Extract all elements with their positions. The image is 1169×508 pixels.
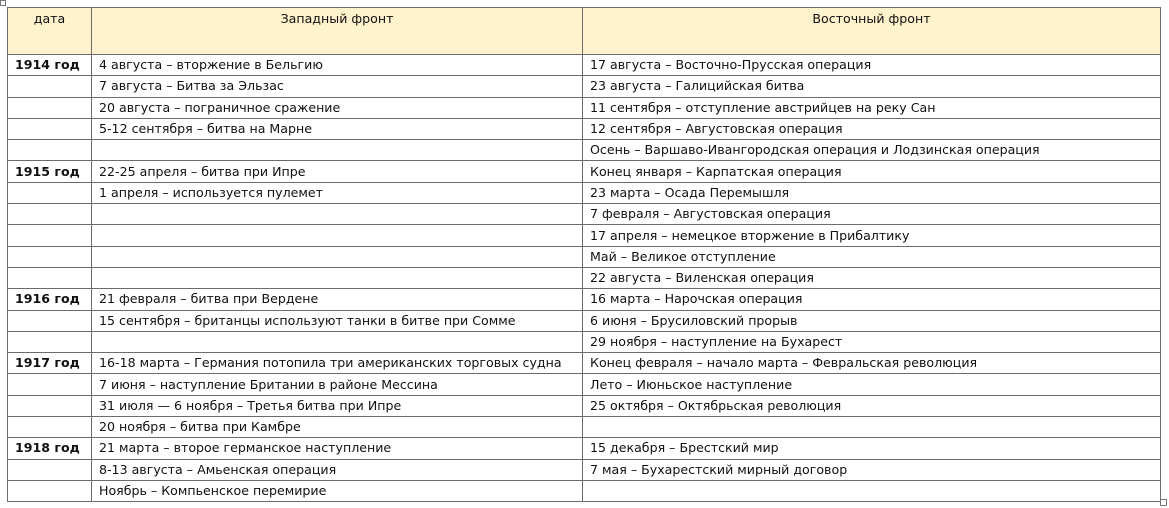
table-resize-handle[interactable] [1160, 499, 1167, 506]
cell-year[interactable] [8, 310, 92, 331]
cell-eastern-front[interactable]: 23 марта – Осада Перемышля [583, 182, 1161, 203]
cell-western-front[interactable]: 5-12 сентября – битва на Марне [92, 118, 583, 139]
cell-year[interactable]: 1915 год [8, 161, 92, 182]
cell-western-front[interactable]: 31 июля — 6 ноября – Третья битва при Ипре [92, 395, 583, 416]
table-row [8, 161, 1161, 182]
cell-eastern-front[interactable]: 11 сентября – отступление австрийцев на реку Сан [583, 97, 1161, 118]
cell-year[interactable] [8, 417, 92, 438]
cell-western-front[interactable]: 21 февраля – битва при Вердене [92, 289, 583, 310]
cell-western-front[interactable]: 4 августа – вторжение в Бельгию [92, 55, 583, 76]
cell-eastern-front[interactable]: Конец февраля – начало марта – Февральская революция [583, 353, 1161, 374]
header-western-front[interactable]: Западный фронт [92, 8, 583, 55]
cell-year[interactable] [8, 225, 92, 246]
cell-year[interactable] [8, 76, 92, 97]
cell-western-front[interactable] [92, 225, 583, 246]
cell-year[interactable] [8, 97, 92, 118]
cell-year[interactable] [8, 480, 92, 501]
cell-eastern-front[interactable]: 6 июня – Брусиловский прорыв [583, 310, 1161, 331]
cell-eastern-front[interactable]: 17 августа – Восточно-Прусская операция [583, 55, 1161, 76]
cell-western-front[interactable]: 16-18 марта – Германия потопила три американских торговых судна [92, 353, 583, 374]
cell-year[interactable] [8, 204, 92, 225]
table-row [8, 140, 1161, 161]
cell-year[interactable]: 1916 год [8, 289, 92, 310]
cell-western-front[interactable] [92, 331, 583, 352]
cell-year[interactable] [8, 374, 92, 395]
cell-eastern-front[interactable] [583, 480, 1161, 501]
header-date[interactable]: дата [8, 8, 92, 55]
table-row [8, 182, 1161, 203]
table-row [8, 480, 1161, 501]
cell-western-front[interactable] [92, 140, 583, 161]
table-row [8, 374, 1161, 395]
cell-eastern-front[interactable]: 15 декабря – Брестский мир [583, 438, 1161, 459]
cell-western-front[interactable] [92, 267, 583, 288]
cell-western-front[interactable]: 21 марта – второе германское наступление [92, 438, 583, 459]
table-row [8, 353, 1161, 374]
cell-eastern-front[interactable]: 17 апреля – немецкое вторжение в Прибалтику [583, 225, 1161, 246]
header-row [8, 8, 1161, 55]
table-row [8, 438, 1161, 459]
table-row [8, 395, 1161, 416]
cell-eastern-front[interactable] [583, 417, 1161, 438]
table-row [8, 225, 1161, 246]
table-row [8, 118, 1161, 139]
cell-eastern-front[interactable]: 23 августа – Галицийская битва [583, 76, 1161, 97]
cell-eastern-front[interactable]: 7 мая – Бухарестский мирный договор [583, 459, 1161, 480]
table-move-handle[interactable] [0, 0, 6, 6]
cell-western-front[interactable]: 1 апреля – используется пулемет [92, 182, 583, 203]
table-row [8, 76, 1161, 97]
cell-eastern-front[interactable]: Конец января – Карпатская операция [583, 161, 1161, 182]
cell-year[interactable]: 1918 год [8, 438, 92, 459]
cell-western-front[interactable]: 7 августа – Битва за Эльзас [92, 76, 583, 97]
cell-year[interactable]: 1917 год [8, 353, 92, 374]
cell-western-front[interactable] [92, 246, 583, 267]
cell-western-front[interactable]: Ноябрь – Компьенское перемирие [92, 480, 583, 501]
table-row [8, 267, 1161, 288]
cell-eastern-front[interactable]: 7 февраля – Августовская операция [583, 204, 1161, 225]
table-row [8, 459, 1161, 480]
table-row [8, 331, 1161, 352]
table-row [8, 97, 1161, 118]
cell-year[interactable]: 1914 год [8, 55, 92, 76]
cell-year[interactable] [8, 459, 92, 480]
cell-western-front[interactable]: 7 июня – наступление Британии в районе Мессина [92, 374, 583, 395]
cell-eastern-front[interactable]: 12 сентября – Августовская операция [583, 118, 1161, 139]
cell-eastern-front[interactable]: 25 октября – Октябрьская революция [583, 395, 1161, 416]
cell-eastern-front[interactable]: 16 марта – Нарочская операция [583, 289, 1161, 310]
cell-year[interactable] [8, 246, 92, 267]
cell-year[interactable] [8, 118, 92, 139]
cell-eastern-front[interactable]: Осень – Варшаво-Ивангородская операция и Лодзинская операция [583, 140, 1161, 161]
cell-year[interactable] [8, 267, 92, 288]
cell-western-front[interactable]: 20 августа – пограничное сражение [92, 97, 583, 118]
header-eastern-front[interactable]: Восточный фронт [583, 8, 1161, 55]
table-row [8, 204, 1161, 225]
table-row [8, 55, 1161, 76]
table-row [8, 289, 1161, 310]
table-row [8, 246, 1161, 267]
ww1-timeline-table [7, 7, 1161, 502]
cell-eastern-front[interactable]: Май – Великое отступление [583, 246, 1161, 267]
cell-eastern-front[interactable]: Лето – Июньское наступление [583, 374, 1161, 395]
cell-western-front[interactable]: 15 сентября – британцы используют танки в битве при Сомме [92, 310, 583, 331]
cell-western-front[interactable] [92, 204, 583, 225]
table-row [8, 310, 1161, 331]
cell-western-front[interactable]: 20 ноября – битва при Камбре [92, 417, 583, 438]
cell-year[interactable] [8, 395, 92, 416]
cell-western-front[interactable]: 8-13 августа – Амьенская операция [92, 459, 583, 480]
table-row [8, 417, 1161, 438]
cell-eastern-front[interactable]: 29 ноября – наступление на Бухарест [583, 331, 1161, 352]
cell-year[interactable] [8, 182, 92, 203]
cell-year[interactable] [8, 331, 92, 352]
cell-year[interactable] [8, 140, 92, 161]
cell-western-front[interactable]: 22-25 апреля – битва при Ипре [92, 161, 583, 182]
cell-eastern-front[interactable]: 22 августа – Виленская операция [583, 267, 1161, 288]
